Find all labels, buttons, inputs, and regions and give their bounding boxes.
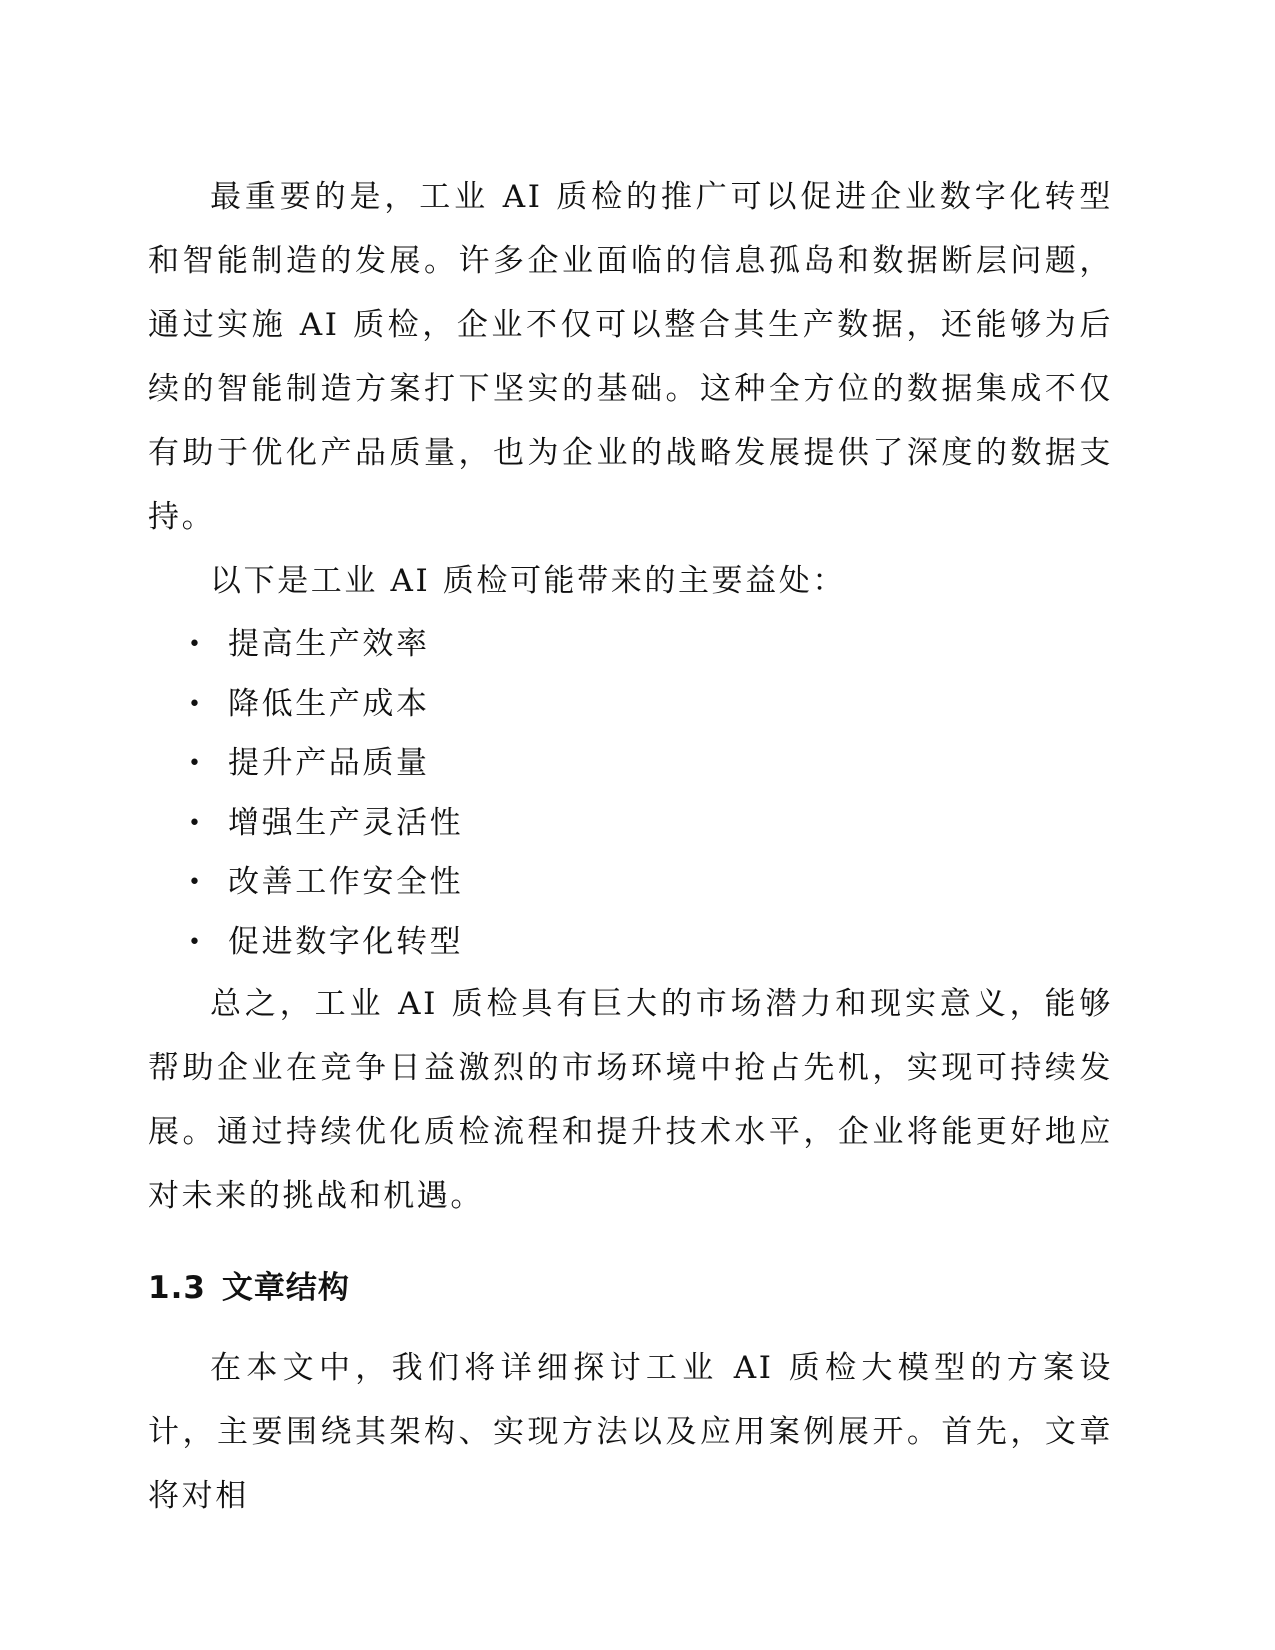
bullet-icon: •: [188, 632, 201, 657]
bullet-icon: •: [188, 751, 201, 776]
benefits-intro-paragraph: 以下是工业 AI 质检可能带来的主要益处：: [210, 563, 846, 599]
list-item-text: 提升产品质量: [228, 745, 430, 781]
bullet-icon: •: [188, 929, 201, 955]
list-item: [148, 794, 1113, 854]
list-item: [148, 734, 1113, 794]
benefits-list: [148, 615, 1113, 972]
list-item-text: 促进数字化转型: [228, 923, 464, 960]
list-item: [148, 675, 1113, 735]
bullet-icon: •: [188, 691, 201, 717]
list-item-text: 改善工作安全性: [228, 864, 464, 900]
intro-paragraph: 最重要的是，工业 AI 质检的推广可以促进企业数字化转型和智能制造的发展。许多企业面临的信息孤岛和数据断层问题，通过实施 AI 质检，企业不仅可以整合其生产数据，还能够为后续的智能制造方案打下坚实的基础。这种全方位的数据集成不仅有助于优化产品质量，也为企业的战略发展提供了深度的数据支持。: [148, 179, 1113, 535]
section-paragraph: 在本文中，我们将详细探讨工业 AI 质检大模型的方案设计，主要围绕其架构、实现方法以及应用案例展开。首先，文章将对相: [148, 1350, 1113, 1514]
section-heading: [148, 1258, 1113, 1318]
list-item-text: 降低生产成本: [228, 685, 430, 722]
document-page: [148, 165, 1113, 1528]
section-title: 文章结构: [221, 1270, 350, 1306]
list-item: [148, 913, 1113, 973]
list-item-text: 增强生产灵活性: [228, 804, 464, 841]
bullet-icon: •: [188, 810, 201, 836]
conclusion-paragraph: 总之，工业 AI 质检具有巨大的市场潜力和现实意义，能够帮助企业在竞争日益激烈的市场环境中抢占先机，实现可持续发展。通过持续优化质检流程和提升技术水平，企业将能更好地应对未来的挑战和机遇。: [148, 986, 1113, 1214]
section-number: 1.3: [148, 1270, 206, 1306]
list-item-text: 提高生产效率: [228, 626, 430, 662]
bullet-icon: •: [188, 870, 201, 895]
list-item: [148, 853, 1113, 913]
list-item: [148, 615, 1113, 675]
